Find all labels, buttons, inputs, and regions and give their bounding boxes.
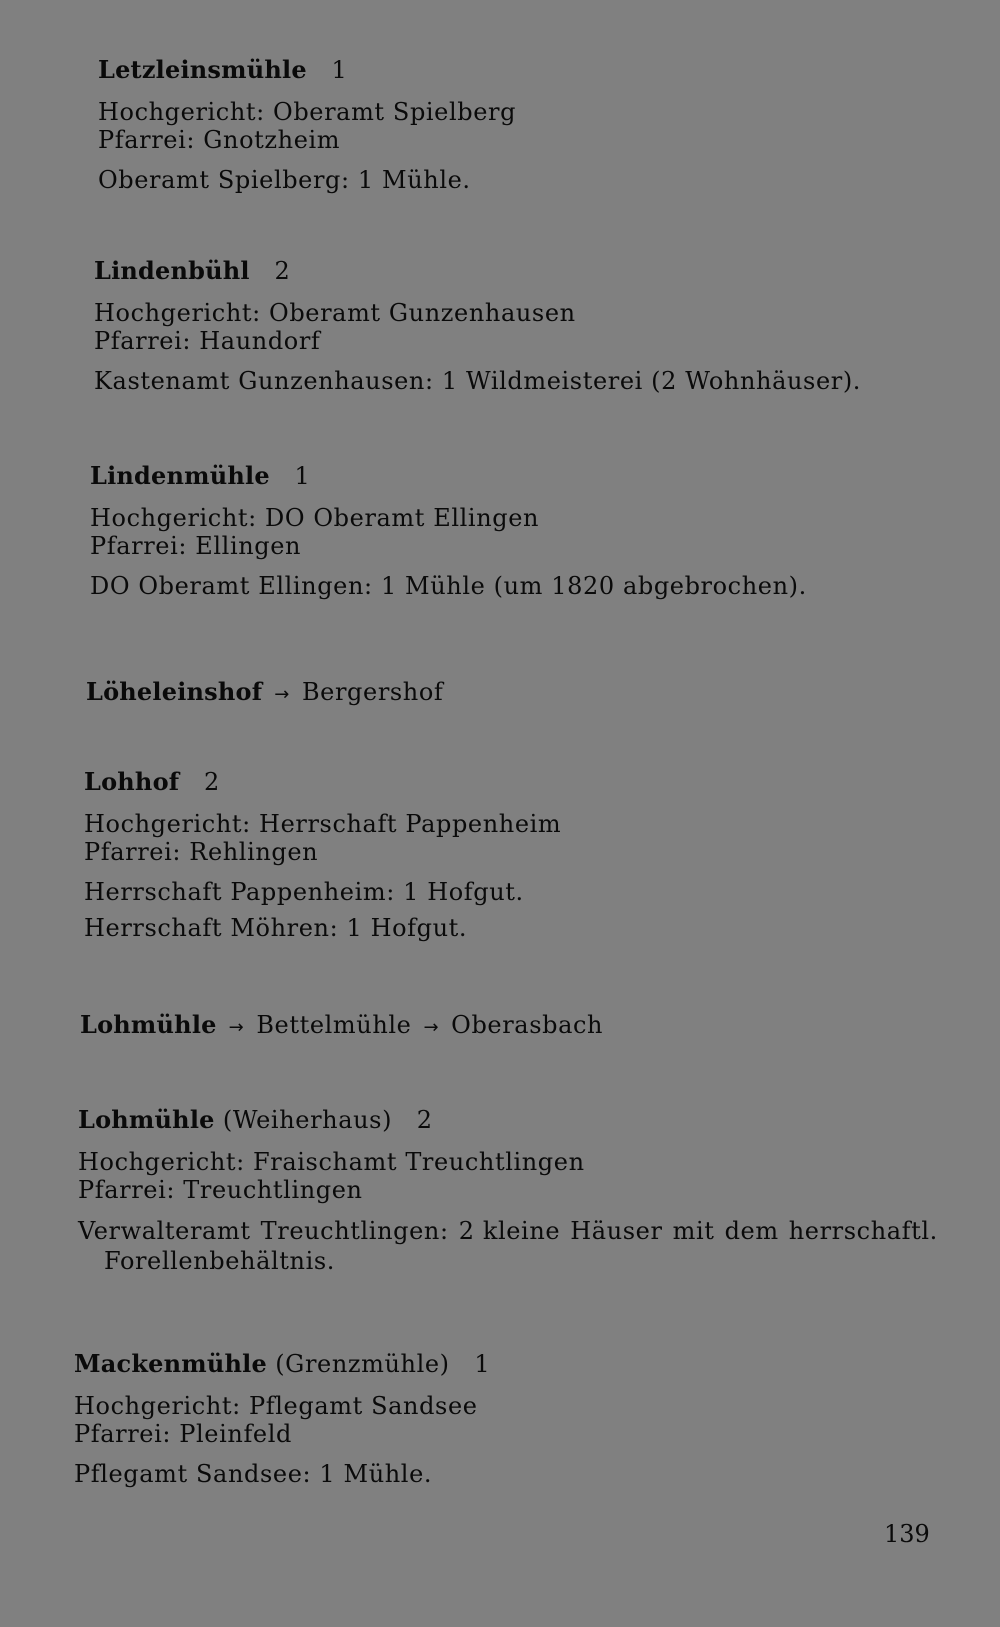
- entry-count: 2: [204, 768, 220, 796]
- detail-line: Pflegamt Sandsee: 1 Mühle.: [74, 1460, 433, 1488]
- pfarrei-line: Pfarrei: Rehlingen: [84, 838, 319, 866]
- entry-heading: [80, 1011, 603, 1042]
- entry-lohhof: [84, 768, 561, 942]
- entry-name: Letzleinsmühle: [98, 55, 307, 84]
- entry-name: Lohhof: [84, 767, 180, 796]
- cross-reference: Oberasbach: [451, 1011, 604, 1039]
- entry-alias: (Weiherhaus): [222, 1106, 393, 1134]
- hochgericht-line: Hochgericht: Fraischamt Treuchtlingen: [78, 1148, 585, 1176]
- entry-heading: [86, 678, 443, 709]
- cross-reference: Bergershof: [301, 678, 444, 706]
- pfarrei-line: Pfarrei: Pleinfeld: [74, 1420, 292, 1448]
- hochgericht-line: Hochgericht: Oberamt Spielberg: [98, 98, 517, 126]
- detail-line: Oberamt Spielberg: 1 Mühle.: [98, 166, 471, 194]
- detail-word: dem: [724, 1217, 779, 1245]
- entry-name: Lohmühle: [78, 1105, 215, 1134]
- page-number: 139: [884, 1520, 930, 1548]
- detail-line: Kastenamt Gunzenhausen: 1 Wildmeisterei (2 Wohnhäuser).: [94, 367, 862, 395]
- entry-heading: [78, 1106, 938, 1134]
- entry-count: 2: [274, 257, 291, 285]
- entry-lindenmuehle: [90, 462, 807, 600]
- entry-heading: [98, 56, 516, 84]
- arrow-right-icon: →: [274, 684, 290, 705]
- detail-word: herrschaftl.: [788, 1217, 938, 1245]
- entry-heading: [94, 257, 861, 285]
- detail-word: Treuchtlingen:: [260, 1217, 449, 1245]
- entry-count: 1: [294, 462, 311, 490]
- pfarrei-line: Pfarrei: Treuchtlingen: [78, 1176, 363, 1204]
- detail-line: [78, 1216, 938, 1246]
- detail-word: Häuser: [570, 1217, 663, 1245]
- cross-reference: Bettelmühle: [256, 1011, 412, 1039]
- entry-lohmuehle-ref: [80, 1011, 603, 1042]
- entry-count: 2: [416, 1106, 433, 1134]
- detail-word: Verwalteramt: [78, 1217, 251, 1245]
- detail-line: Herrschaft Pappenheim: 1 Hofgut.: [84, 878, 524, 906]
- entry-heading: [90, 462, 807, 490]
- hochgericht-line: Hochgericht: DO Oberamt Ellingen: [90, 504, 540, 532]
- entry-loeheleinshof: [86, 678, 443, 709]
- entry-name: Mackenmühle: [74, 1349, 267, 1378]
- entry-lohmuehle-weiherhaus: [78, 1106, 938, 1276]
- pfarrei-line: Pfarrei: Ellingen: [90, 532, 302, 560]
- detail-word: 2 kleine: [458, 1217, 561, 1245]
- hochgericht-line: Hochgericht: Oberamt Gunzenhausen: [94, 299, 576, 327]
- entry-count: 1: [474, 1350, 491, 1378]
- hochgericht-line: Hochgericht: Pflegamt Sandsee: [74, 1392, 478, 1420]
- detail-word: mit: [672, 1217, 715, 1245]
- pfarrei-line: Pfarrei: Haundorf: [94, 327, 321, 355]
- pfarrei-line: Pfarrei: Gnotzheim: [98, 126, 341, 154]
- entry-name: Lindenbühl: [94, 256, 250, 285]
- hochgericht-line: Hochgericht: Herrschaft Pappenheim: [84, 810, 562, 838]
- detail-line: Herrschaft Möhren: 1 Hofgut.: [84, 914, 468, 942]
- entry-name: Lohmühle: [80, 1010, 217, 1039]
- entry-letzleinsmuehle: [98, 56, 516, 194]
- entry-name: Löheleinshof: [86, 677, 263, 706]
- entry-mackenmuehle: [74, 1350, 490, 1488]
- arrow-right-icon: →: [423, 1017, 440, 1038]
- entry-count: 1: [331, 56, 348, 84]
- arrow-right-icon: →: [228, 1017, 245, 1038]
- entry-alias: (Grenzmühle): [275, 1350, 450, 1378]
- entry-lindenbuehl: [94, 257, 861, 395]
- entry-heading: [84, 768, 561, 796]
- detail-line: DO Oberamt Ellingen: 1 Mühle (um 1820 abgebrochen).: [90, 572, 807, 600]
- entry-name: Lindenmühle: [90, 461, 270, 490]
- detail-continuation: Forellenbehältnis.: [104, 1247, 336, 1275]
- entry-heading: [74, 1350, 490, 1378]
